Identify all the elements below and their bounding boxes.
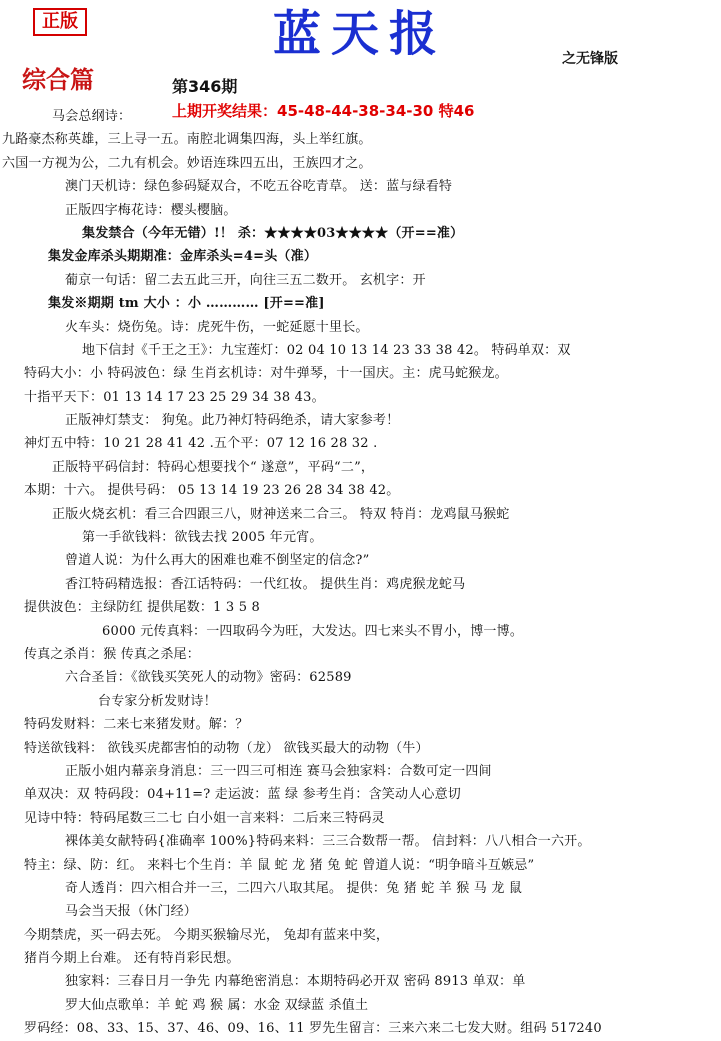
- text-line: 罗大仙点歌单：羊 蛇 鸡 猴 属：水金 双绿蓝 杀值土: [65, 997, 369, 1013]
- text-line: 特码发财料：二来七来猪发财。解：？: [24, 717, 249, 733]
- text-line: 神灯五中特：10 21 28 41 42 .五个平：07 12 16 28 32 .: [24, 436, 378, 452]
- text-line: 第一手欲钱料：欲钱去找 2005 年元宵。: [82, 530, 323, 546]
- text-line: 正版四字梅花诗：樱头樱脑。: [65, 202, 237, 218]
- genuine-badge: 正版: [33, 8, 87, 36]
- last-draw-result: 上期开奖结果：45-48-44-38-34-30 特46: [172, 102, 475, 120]
- text-line: 正版神灯禁支： 狗兔。此乃神灯特码绝杀，请大家参考！: [65, 413, 400, 429]
- text-line: 集发禁合（今年无错）!！ 杀：★★★★03★★★★（开==准）: [82, 225, 464, 241]
- text-line: 提供波色：主绿防红 提供尾数：1 3 5 8: [24, 600, 261, 616]
- text-line: 六合圣旨：《欲钱买笑死人的动物》密码：62589: [65, 670, 352, 686]
- text-line: 正版小姐内幕亲身消息：三一四三可相连 赛马会独家料：合数可定一四间: [65, 763, 492, 779]
- issue-number: 第346期: [172, 77, 238, 96]
- text-line: 单双决：双 特码段：04+11=? 走运波：蓝 绿 参考生肖：含笑动人心意切: [24, 787, 461, 803]
- edition-label: 之无锋版: [562, 51, 618, 67]
- text-line: 六国一方视为公，二九有机会。妙语连珠四五出，王族四才之。: [2, 155, 372, 171]
- text-line: 正版火烧玄机：看三合四跟三八，财神送来二合三。 特双 特肖：龙鸡鼠马猴蛇: [52, 506, 510, 522]
- text-line: 独家料：三春日月一争先 内幕绝密消息：本期特码必开双 密码 8913 单双：单: [65, 974, 526, 990]
- text-line: 火车头：烧伤兔。诗：虎死牛伤，一蛇延愿十里长。: [65, 319, 369, 335]
- text-line: 澳门天机诗：绿色参码疑双合，不吃五谷吃青草。 送：蓝与绿看特: [65, 179, 453, 195]
- text-line: 特主：绿、防：红。 来料七个生肖：羊 鼠 蛇 龙 猪 兔 蛇 曾道人说：“明争暗斗互嫉忌”: [24, 857, 535, 873]
- text-line: 本期：十六。 提供号码： 05 13 14 19 23 26 28 34 38 42。: [24, 483, 400, 499]
- text-line: 特码大小：小 特码波色：绿 生肖玄机诗：对牛弹琴，十一国庆。主：虎马蛇猴龙。: [24, 366, 508, 382]
- text-line: 香江特码精选报：香江话特码：一代红妆。 提供生肖：鸡虎猴龙蛇马: [65, 576, 466, 592]
- text-line: 葡京一句话：留二去五此三开，向往三五二数开。 玄机字：开: [65, 272, 426, 288]
- text-line: 台专家分析发财诗！: [98, 693, 217, 709]
- text-line: 猪肖今期上台难。 还有特肖彩民想。: [24, 951, 240, 967]
- text-line: 见诗中特：特码尾数三二七 白小姐一言来料：二后来三特码灵: [24, 810, 385, 826]
- text-line: 集发金库杀头期期准：金库杀头=4=头（准）: [48, 249, 318, 265]
- text-line: 九路豪杰称英雄，三上寻一五。南腔北调集四海，头上举红旗。: [2, 132, 372, 148]
- text-line: 罗码经：08、33、15、37、46、09、16、11 罗先生留言：三来六来二七发大财。组码 517240: [24, 1021, 602, 1037]
- text-line: 特送欲钱料： 欲钱买虎都害怕的动物（龙） 欲钱买最大的动物（牛）: [24, 740, 429, 756]
- section-heading: 综合篇: [22, 65, 94, 94]
- text-line: 马会总纲诗：: [52, 109, 132, 124]
- text-line: 十指平天下：01 13 14 17 23 25 29 34 38 43。: [24, 389, 325, 405]
- text-line: 传真之杀肖：猴 传真之杀尾：: [24, 646, 200, 662]
- text-line: 裸体美女献特码{准确率 100%}特码来料：三三合数帮一帮。 信封料：八八相合一六开。: [65, 834, 591, 850]
- text-line: 集发※期期 tm 大小 ：小 ………… [开==准]: [48, 296, 325, 312]
- newspaper-title: 蓝天报: [272, 6, 447, 62]
- text-line: 奇人透肖：四六相合并一三，二四六八取其尾。 提供：兔 猪 蛇 羊 猴 马 龙 鼠: [65, 880, 523, 896]
- text-line: 马会当天报（休门经）: [65, 904, 198, 920]
- article-body: [0, 105, 721, 1041]
- text-line: 6000 元传真料：一四取码今为旺，大发达。四七来头不胃小，博一博。: [102, 623, 524, 639]
- text-line: 曾道人说：为什么再大的困难也难不倒坚定的信念?”: [65, 553, 370, 569]
- text-line: 今期禁虎，买一码去死。 今期买猴输尽光， 兔却有蓝来中奖，: [24, 927, 390, 943]
- text-line: 地下信封《千王之王》：九宝莲灯：02 04 10 13 14 23 33 38 42。 特码单双：双: [82, 342, 571, 358]
- text-line: 正版特平码信封：特码心想要找个“ 遂意”，平码“二”，: [52, 459, 375, 475]
